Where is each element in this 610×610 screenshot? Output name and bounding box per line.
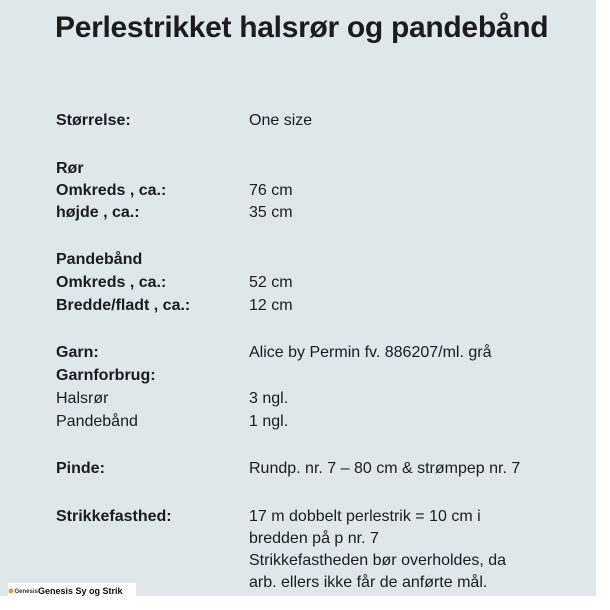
genesis-logo-icon bbox=[8, 585, 38, 597]
needles-value: Rundp. nr. 7 – 80 cm & strømpep nr. 7 bbox=[249, 460, 521, 477]
tube-circumference-label: Omkreds , ca.: bbox=[56, 182, 167, 199]
shop-name: Genesis Sy og Strik bbox=[38, 586, 123, 596]
tube-height-label: højde , ca.: bbox=[56, 204, 140, 221]
headband-width-label: Bredde/fladt , ca.: bbox=[56, 297, 191, 314]
headband-width-value: 12 cm bbox=[249, 297, 293, 314]
tube-circumference-value: 76 cm bbox=[249, 182, 293, 199]
gauge-line: Strikkefastheden bør overholdes, da bbox=[249, 552, 507, 569]
shop-footer bbox=[8, 583, 136, 599]
headband-yarn-label: Pandebånd bbox=[56, 413, 138, 430]
svg-text:Genesis: Genesis bbox=[14, 589, 38, 596]
gauge-line: 17 m dobbelt perlestrik = 10 cm i bbox=[249, 508, 481, 525]
yarn-usage-label: Garnforbrug: bbox=[56, 367, 156, 384]
gauge-line: arb. ellers ikke får de anførte mål. bbox=[249, 574, 488, 591]
page-title: Perlestrikket halsrør og pandebånd bbox=[55, 11, 549, 44]
yarn-label: Garn: bbox=[56, 344, 99, 361]
gauge-label: Strikkefasthed: bbox=[56, 508, 172, 525]
headband-yarn-value: 1 ngl. bbox=[249, 413, 289, 430]
tube-height-value: 35 cm bbox=[249, 204, 293, 221]
headband-circumference-label: Omkreds , ca.: bbox=[56, 274, 167, 291]
neck-tube-yarn-label: Halsrør bbox=[56, 390, 109, 407]
needles-label: Pinde: bbox=[56, 460, 105, 477]
gauge-line: bredden på p nr. 7 bbox=[249, 530, 379, 547]
size-value: One size bbox=[249, 112, 313, 129]
headband-circumference-value: 52 cm bbox=[249, 274, 293, 291]
neck-tube-yarn-value: 3 ngl. bbox=[249, 390, 289, 407]
headband-heading: Pandebånd bbox=[56, 251, 143, 268]
yarn-value: Alice by Permin fv. 886207/ml. grå bbox=[249, 344, 492, 361]
size-label: Størrelse: bbox=[56, 112, 131, 129]
tube-heading: Rør bbox=[56, 160, 84, 177]
